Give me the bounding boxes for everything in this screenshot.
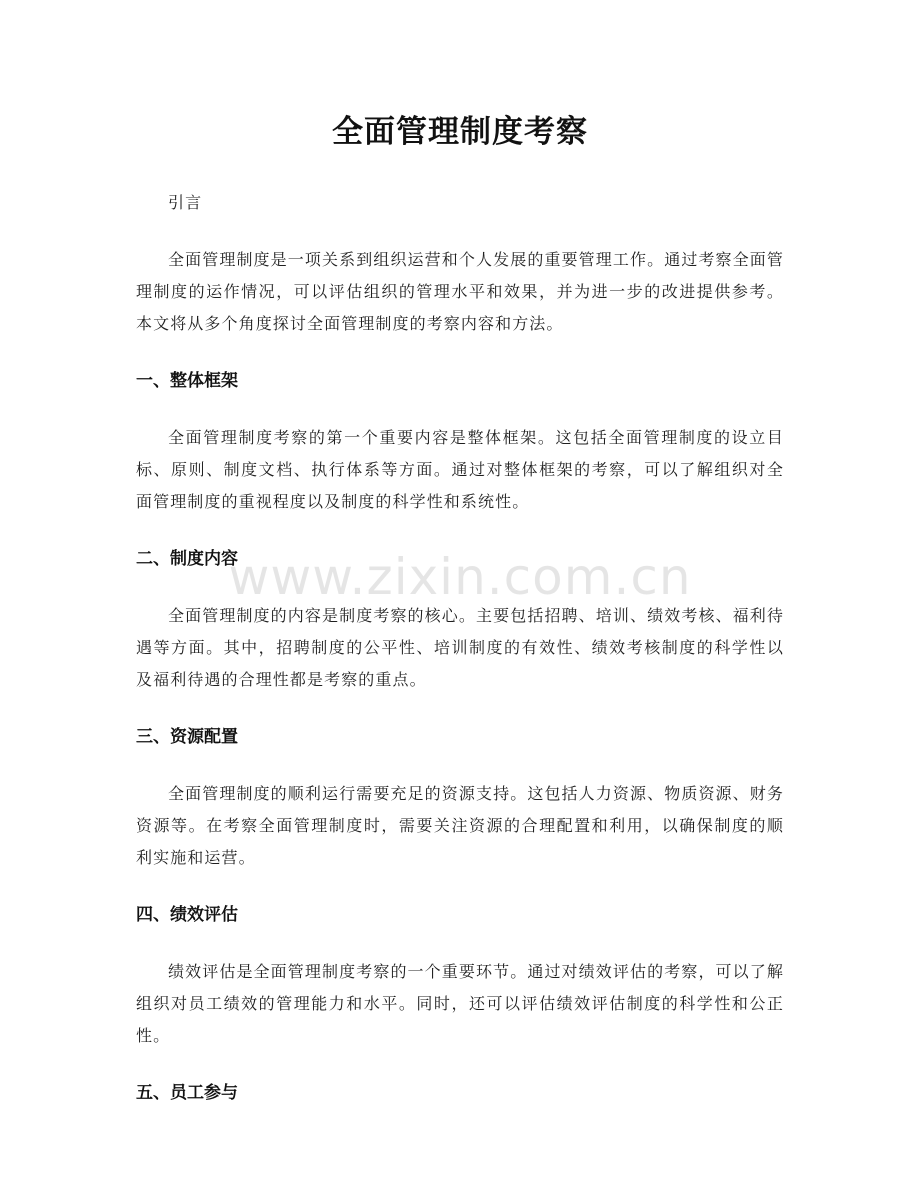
section-paragraph-framework: 全面管理制度考察的第一个重要内容是整体框架。这包括全面管理制度的设立目标、原则、制度文档、执行体系等方面。通过对整体框架的考察，可以了解组织对全面管理制度的重视程度以及制度的科学性和系统性。 (136, 428, 784, 511)
section-paragraph-performance: 绩效评估是全面管理制度考察的一个重要环节。通过对绩效评估的考察，可以了解组织对员工绩效的管理能力和水平。同时，还可以评估绩效评估制度的科学性和公正性。 (136, 962, 784, 1045)
watermark-text: www.zixin.com.cn (228, 548, 692, 606)
section-heading-resources: 三、资源配置 (136, 727, 238, 747)
intro-label: 引言 (168, 193, 203, 212)
section-heading-content: 二、制度内容 (136, 549, 238, 569)
intro-paragraph: 全面管理制度是一项关系到组织运营和个人发展的重要管理工作。通过考察全面管理制度的运作情况，可以评估组织的管理水平和效果，并为进一步的改进提供参考。本文将从多个角度探讨全面管理制度的考察内容和方法。 (136, 250, 784, 333)
section-heading-performance: 四、绩效评估 (136, 905, 238, 925)
section-paragraph-content: 全面管理制度的内容是制度考察的核心。主要包括招聘、培训、绩效考核、福利待遇等方面。其中，招聘制度的公平性、培训制度的有效性、绩效考核制度的科学性以及福利待遇的合理性都是考察的重点。 (136, 606, 784, 689)
section-heading-framework: 一、整体框架 (136, 371, 238, 391)
document-title: 全面管理制度考察 (332, 114, 588, 150)
section-paragraph-resources: 全面管理制度的顺利运行需要充足的资源支持。这包括人力资源、物质资源、财务资源等。在考察全面管理制度时，需要关注资源的合理配置和利用，以确保制度的顺利实施和运营。 (136, 784, 784, 867)
section-heading-participation: 五、员工参与 (136, 1083, 238, 1103)
